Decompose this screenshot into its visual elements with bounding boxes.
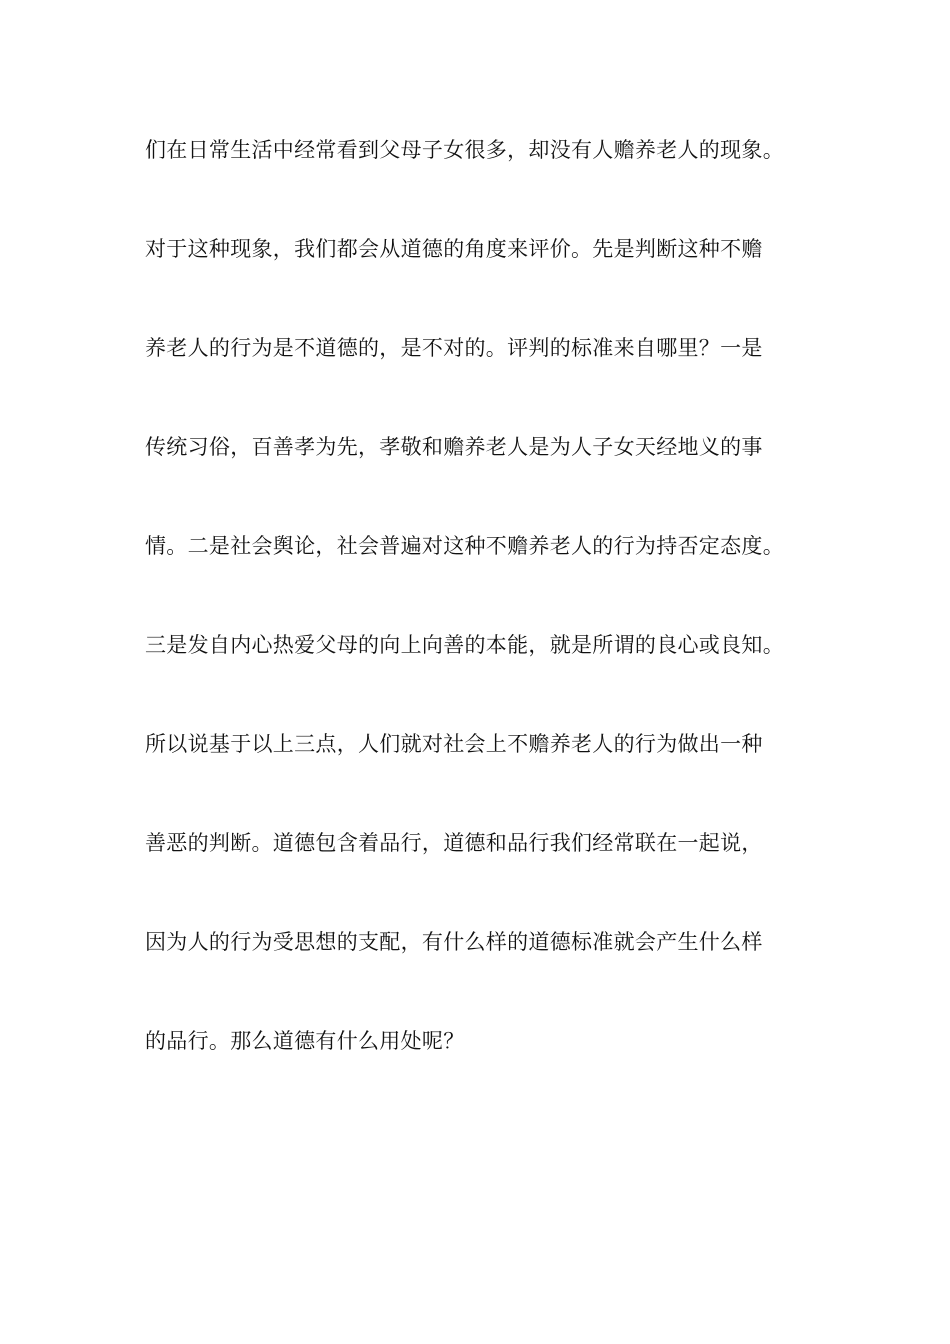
text-line: 们在日常生活中经常看到父母子女很多，却没有人赡养老人的现象。 xyxy=(145,138,784,162)
text-line: 的品行。那么道德有什么用处呢？ xyxy=(145,1029,465,1053)
text-line: 因为人的行为受思想的支配，有什么样的道德标准就会产生什么样 xyxy=(145,930,763,954)
text-line: 传统习俗，百善孝为先，孝敬和赡养老人是为人子女天经地义的事 xyxy=(145,435,763,459)
text-line: 对于这种现象，我们都会从道德的角度来评价。先是判断这种不赡 xyxy=(145,237,763,261)
text-line: 养老人的行为是不道德的，是不对的。评判的标准来自哪里？一是 xyxy=(145,336,763,360)
text-line: 所以说基于以上三点，人们就对社会上不赡养老人的行为做出一种 xyxy=(145,732,763,756)
text-line: 善恶的判断。道德包含着品行，道德和品行我们经常联在一起说， xyxy=(145,831,763,855)
body-text xyxy=(145,130,845,1120)
text-line: 情。二是社会舆论，社会普遍对这种不赡养老人的行为持否定态度。 xyxy=(145,534,784,558)
text-line: 三是发自内心热爱父母的向上向善的本能，就是所谓的良心或良知。 xyxy=(145,633,784,657)
